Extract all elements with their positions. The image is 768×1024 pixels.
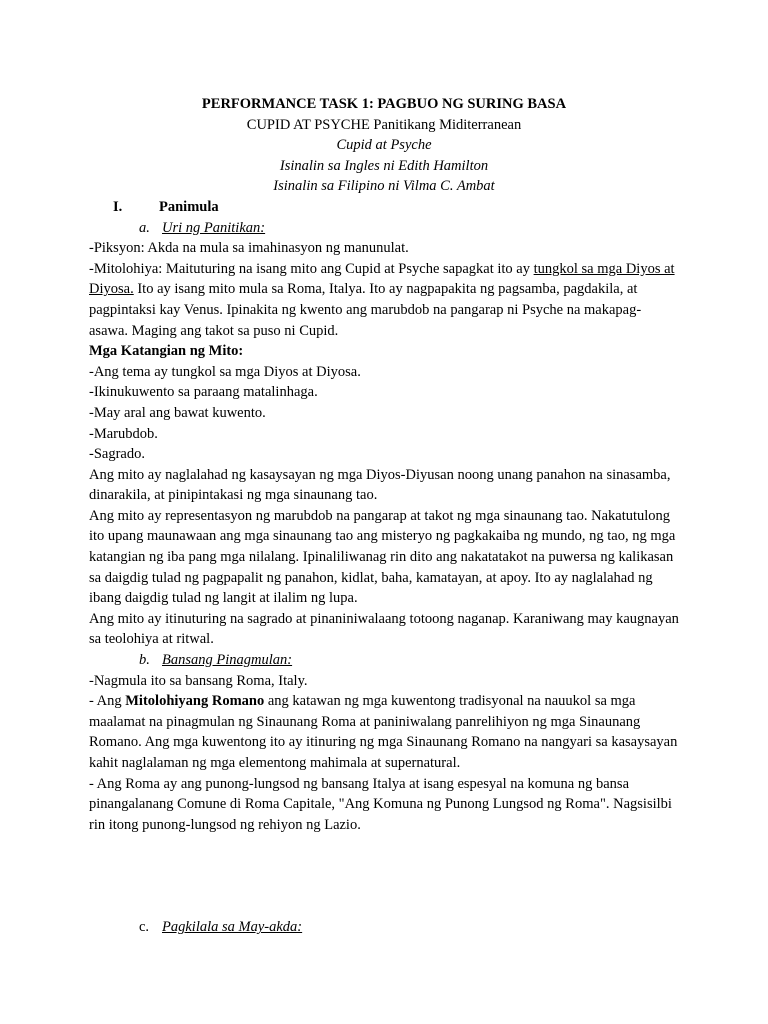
subsection-letter: b. <box>139 652 150 669</box>
blank-space <box>89 835 679 917</box>
nagmula-line: -Nagmula ito sa bansang Roma, Italy. <box>89 672 308 689</box>
romano-text-start: - Ang <box>89 693 126 710</box>
katangian-item: -May aral ang bawat kuwento. <box>89 404 266 421</box>
katangian-item: -Ang tema ay tungkol sa mga Diyos at Diyosa. <box>89 363 361 380</box>
romano-text-end: ang katawan ng mga kuwentong tradisyonal na nauukol sa mga maalamat na pinagmulan ng Sinaunang Roma at paniniwalang panrelihiyon ng mga Sinaunang Romano. Ang mga kuwentong ito ay itinuring ng mga Sinaunang Romano na nangyari sa kasaysayan kahit naglalaman ng mga elementong mahimala at supernatural. <box>89 693 678 771</box>
piksyon-line: -Piksyon: Akda na mula sa imahinasyon ng manunulat. <box>89 240 409 257</box>
mito-paragraph-1: Ang mito ay naglalahad ng kasaysayan ng mga Diyos-Diyusan noong unang panahon na sinasamba, dinarakila, at pinipintakasi ng mga sinaunang tao. <box>89 466 671 504</box>
katangian-heading: Mga Katangian ng Mito: <box>89 343 244 360</box>
subsection-letter: a. <box>139 219 150 236</box>
katangian-item: -Ikinukuwento sa paraang matalinhaga. <box>89 384 318 401</box>
document-body <box>89 94 679 938</box>
subsection-label: Bansang Pinagmulan: <box>162 652 293 669</box>
subsection-label: Uri ng Panitikan: <box>162 219 266 236</box>
translator-english: Isinalin sa Ingles ni Edith Hamilton <box>279 157 489 174</box>
mito-paragraph-2: Ang mito ay representasyon ng marubdob na pangarap at takot ng mga sinaunang tao. Nakatutulong ito upang maunawaan ang mga sinaunang tao ang misteryo ng pagkakaiba ng mundo, ng tao, ng mga katangian ng iba pang mga nilalang. Ipinaliliwanag rin dito ang nakatatakot na puwersa ng kalikasan sa daigdig tulad ng pagpapalit ng panahon, kidlat, baha, kamatayan, at apoy. Ito ay naglalahad ng ibang daigdig tulad ng langit at ilalim ng lupa. <box>89 507 676 607</box>
roma-paragraph: - Ang Roma ay ang punong-lungsod ng bansang Italya at isang espesyal na komuna ng bansa pinangalanang Comune di Roma Capitale, "Ang Komuna ng Punong Lungsod ng Roma". Nagsisilbi rin itong punong-lungsod ng rehiyon ng Lazio. <box>89 775 672 833</box>
mito-paragraph-3: Ang mito ay itinuturing na sagrado at pinaniniwalaang totoong naganap. Karaniwang may kaugnayan sa teolohiya at ritwal. <box>89 610 679 648</box>
subsection-heading-may-akda <box>89 917 679 938</box>
section-heading-panimula <box>89 197 679 218</box>
mitolohiya-underlined-text: tungkol sa mga Diyos at Diyosa. <box>89 260 675 298</box>
katangian-item: -Marubdob. <box>89 425 158 442</box>
mitolohiya-paragraph <box>89 259 679 341</box>
mitolohiya-text-end: Ito ay isang mito mula sa Roma, Italya. Ito ay nagpapakita ng pagsamba, pagdakila, at pagpintaksi kay Venus. Ipinakita ng kwento ang marubdob na pangarap ni Psyche na makapag-asawa. Maging ang takot sa puso ni Cupid. <box>89 281 642 339</box>
translator-filipino: Isinalin sa Filipino ni Vilma C. Ambat <box>273 178 495 195</box>
work-title: Cupid at Psyche <box>336 137 432 154</box>
romano-bold-term: Mitolohiyang Romano <box>125 693 265 710</box>
mitolohiya-text-start: -Mitolohiya: Maituturing na isang mito ang Cupid at Psyche sapagkat ito ay <box>89 260 534 277</box>
document-subtitle: CUPID AT PSYCHE Panitikang Miditerranean <box>246 116 522 133</box>
katangian-item: -Sagrado. <box>89 446 145 463</box>
subsection-heading-bansa <box>89 650 679 671</box>
section-number: I. <box>113 198 123 215</box>
subsection-letter: c. <box>139 919 150 936</box>
subsection-label: Pagkilala sa May-akda: <box>162 919 303 936</box>
romano-paragraph <box>89 691 679 773</box>
document-title: PERFORMANCE TASK 1: PAGBUO NG SURING BASA <box>201 96 567 112</box>
subsection-heading-uri <box>89 218 679 239</box>
section-label: Panimula <box>159 198 219 215</box>
